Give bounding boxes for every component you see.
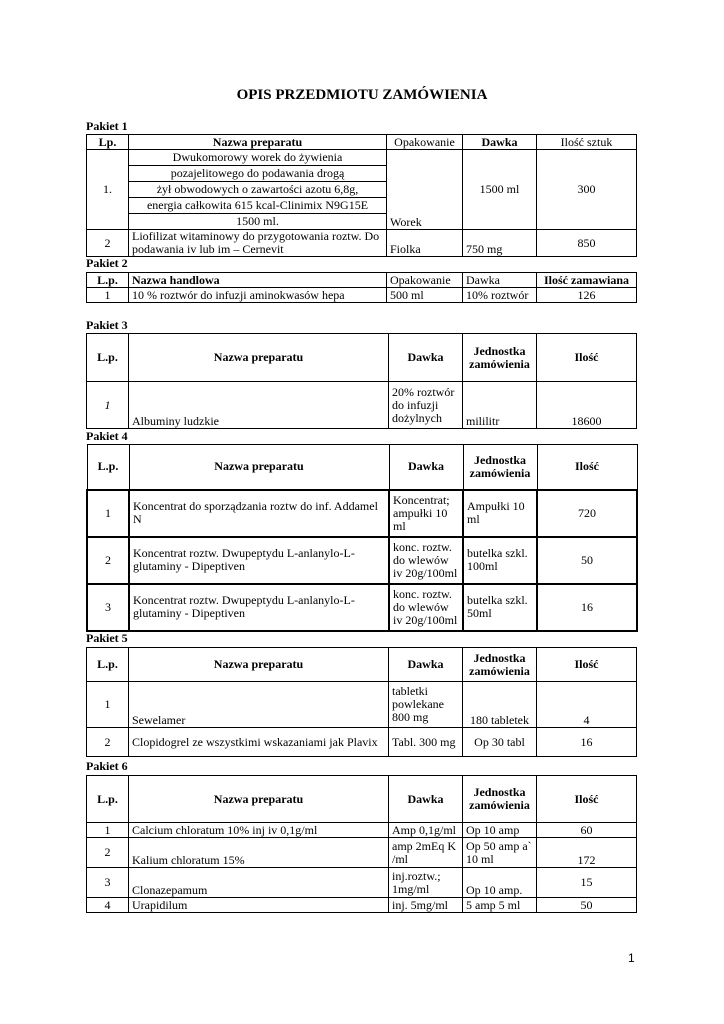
cell-unit: butelka szkl. 100ml xyxy=(463,537,537,584)
header-dose: Dawka xyxy=(389,648,463,682)
cell-lp: 1. xyxy=(87,150,129,230)
cell-unit: Ampułki 10 ml xyxy=(463,490,537,537)
name-line: energia całkowita 615 kcal-Clinimix N9G15E xyxy=(129,198,386,214)
cell-unit: Op 50 amp a` 10 ml xyxy=(463,838,537,868)
pakiet4-table xyxy=(86,444,638,632)
cell-pack: Fiolka xyxy=(387,230,463,257)
header-qty: Ilość zamawiana xyxy=(537,273,637,288)
cell-lp: 3 xyxy=(87,584,129,631)
page-title: OPIS PRZEDMIOTU ZAMÓWIENIA xyxy=(236,87,488,103)
cell-qty: 16 xyxy=(537,584,637,631)
cell-lp: 2 xyxy=(87,230,129,257)
cell-dose: amp 2mEq K /ml xyxy=(389,838,463,868)
cell-name: Kalium chloratum 15% xyxy=(129,838,389,868)
cell-name: Calcium chloratum 10% inj iv 0,1g/ml xyxy=(129,823,389,838)
cell-dose: 750 mg xyxy=(463,230,537,257)
table-row xyxy=(87,537,637,584)
header-name: Nazwa preparatu xyxy=(129,776,389,823)
pakiet6-table xyxy=(86,775,637,913)
header-name: Nazwa handlowa xyxy=(129,273,387,288)
cell-name: 10 % roztwór do infuzji aminokwasów hepa xyxy=(129,288,387,303)
cell-unit: 5 amp 5 ml xyxy=(463,898,537,913)
header-lp: L.p. xyxy=(87,273,129,288)
pakiet1-table xyxy=(86,134,637,257)
header-dose: Dawka xyxy=(389,445,463,490)
table-row xyxy=(87,382,637,429)
cell-unit: 180 tabletek xyxy=(463,682,537,728)
cell-qty: 60 xyxy=(537,823,637,838)
header-unit: Jednostka zamówienia xyxy=(463,445,537,490)
table-row xyxy=(87,823,637,838)
cell-dose: konc. roztw. do wlewów iv 20g/100ml xyxy=(389,537,463,584)
cell-dose: konc. roztw. do wlewów iv 20g/100ml xyxy=(389,584,463,631)
header-lp: L.p. xyxy=(87,334,129,382)
header-lp: L.p. xyxy=(87,776,129,823)
table-row xyxy=(87,584,637,631)
cell-lp: 1 xyxy=(87,490,129,537)
cell-lp: 2 xyxy=(87,838,129,868)
cell-name xyxy=(129,150,387,230)
cell-qty: 50 xyxy=(537,898,637,913)
cell-name: Urapidilum xyxy=(129,898,389,913)
pakiet6-label: Pakiet 6 xyxy=(86,759,128,773)
cell-lp: 1 xyxy=(87,288,129,303)
cell-name: Koncentrat roztw. Dwupeptydu L-anlanylo-L-glutaminy - Dipeptiven xyxy=(129,537,389,584)
cell-name: Clopidogrel ze wszystkimi wskazaniami jak Plavix xyxy=(129,728,389,757)
cell-name: Sewelamer xyxy=(129,682,389,728)
cell-name: Liofilizat witaminowy do przygotowania roztw. Do podawania iv lub im – Cernevit xyxy=(129,230,387,257)
table-header-row xyxy=(87,334,637,382)
cell-dose: inj. 5mg/ml xyxy=(389,898,463,913)
table-header-row xyxy=(87,648,637,682)
pakiet2-label: Pakiet 2 xyxy=(86,256,128,270)
table-row xyxy=(87,682,637,728)
cell-dose: Tabl. 300 mg xyxy=(389,728,463,757)
name-line: pozajelitowego do podawania drogą xyxy=(129,166,386,182)
cell-lp: 4 xyxy=(87,898,129,913)
table-row xyxy=(87,230,637,257)
cell-unit: Op 10 amp. xyxy=(463,868,537,898)
cell-dose: 1500 ml xyxy=(463,150,537,230)
table-row xyxy=(87,898,637,913)
table-row xyxy=(87,490,637,537)
pakiet5-label: Pakiet 5 xyxy=(86,631,128,645)
pakiet5-table xyxy=(86,647,637,757)
header-qty: Ilość sztuk xyxy=(537,135,637,150)
cell-unit: butelka szkl. 50ml xyxy=(463,584,537,631)
table-row xyxy=(87,288,637,303)
name-line: 1500 ml. xyxy=(236,214,279,228)
cell-lp: 2 xyxy=(87,537,129,584)
header-pack: Opakowanie xyxy=(387,135,463,150)
cell-name: Albuminy ludzkie xyxy=(129,382,389,429)
cell-lp: 1 xyxy=(87,682,129,728)
pakiet1-label: Pakiet 1 xyxy=(86,119,128,133)
cell-qty: 15 xyxy=(537,868,637,898)
cell-qty: 720 xyxy=(537,490,637,537)
cell-dose: Koncentrat; ampułki 10 ml xyxy=(389,490,463,537)
cell-qty: 18600 xyxy=(537,382,637,429)
pakiet4-label: Pakiet 4 xyxy=(86,429,128,443)
name-line: żył obwodowych o zawartości azotu 6,8g, xyxy=(129,182,386,198)
header-qty: Ilość xyxy=(537,776,637,823)
cell-unit: Op 30 tabl xyxy=(463,728,537,757)
cell-unit: mililitr xyxy=(463,382,537,429)
name-line: Dwukomorowy worek do żywienia xyxy=(129,150,386,166)
header-qty: Ilość xyxy=(537,648,637,682)
cell-dose: Amp 0,1g/ml xyxy=(389,823,463,838)
cell-dose: inj.roztw.; 1mg/ml xyxy=(389,868,463,898)
header-unit: Jednostka zamówienia xyxy=(463,776,537,823)
cell-lp: 2 xyxy=(87,728,129,757)
header-name: Nazwa preparatu xyxy=(129,648,389,682)
table-header-row xyxy=(87,273,637,288)
header-name: Nazwa preparatu xyxy=(129,445,389,490)
header-qty: Ilość xyxy=(537,334,637,382)
header-unit: Jednostka zamówienia xyxy=(463,334,537,382)
cell-dose: 20% roztwór do infuzji dożylnych xyxy=(389,382,463,429)
table-header-row xyxy=(87,445,637,490)
cell-lp: 3 xyxy=(87,868,129,898)
header-dose: Dawka xyxy=(463,273,537,288)
header-lp: Lp. xyxy=(87,135,129,150)
cell-name: Koncentrat roztw. Dwupeptydu L-anlanylo-L-glutaminy - Dipeptiven xyxy=(129,584,389,631)
pakiet2-table xyxy=(86,272,637,303)
page-number: 1 xyxy=(628,951,635,965)
pakiet3-label: Pakiet 3 xyxy=(86,318,128,332)
header-name: Nazwa preparatu xyxy=(129,334,389,382)
cell-qty: 50 xyxy=(537,537,637,584)
header-qty: Ilość xyxy=(537,445,637,490)
header-dose: Dawka xyxy=(389,776,463,823)
cell-qty: 300 xyxy=(537,150,637,230)
header-name: Nazwa preparatu xyxy=(129,135,387,150)
pakiet3-table xyxy=(86,333,637,429)
cell-lp: 1 xyxy=(87,382,129,429)
table-row xyxy=(87,838,637,868)
cell-qty: 126 xyxy=(537,288,637,303)
table-row xyxy=(87,868,637,898)
header-pack: Opakowanie xyxy=(387,273,463,288)
header-unit: Jednostka zamówienia xyxy=(463,648,537,682)
cell-pack: 500 ml xyxy=(387,288,463,303)
cell-name: Koncentrat do sporządzania roztw do inf. Addamel N xyxy=(129,490,389,537)
table-row xyxy=(87,728,637,757)
cell-lp: 1 xyxy=(87,823,129,838)
table-header-row xyxy=(87,776,637,823)
table-header-row xyxy=(87,135,637,150)
header-dose: Dawka xyxy=(389,334,463,382)
cell-name: Clonazepamum xyxy=(129,868,389,898)
cell-pack: Worek xyxy=(387,150,463,230)
cell-dose: tabletki powlekane 800 mg xyxy=(389,682,463,728)
cell-qty: 16 xyxy=(537,728,637,757)
header-lp: L.p. xyxy=(87,648,129,682)
header-lp: L.p. xyxy=(87,445,129,490)
table-row xyxy=(87,150,637,230)
header-dose: Dawka xyxy=(463,135,537,150)
cell-unit: Op 10 amp xyxy=(463,823,537,838)
cell-dose: 10% roztwór xyxy=(463,288,537,303)
cell-qty: 4 xyxy=(537,682,637,728)
cell-qty: 172 xyxy=(537,838,637,868)
cell-qty: 850 xyxy=(537,230,637,257)
